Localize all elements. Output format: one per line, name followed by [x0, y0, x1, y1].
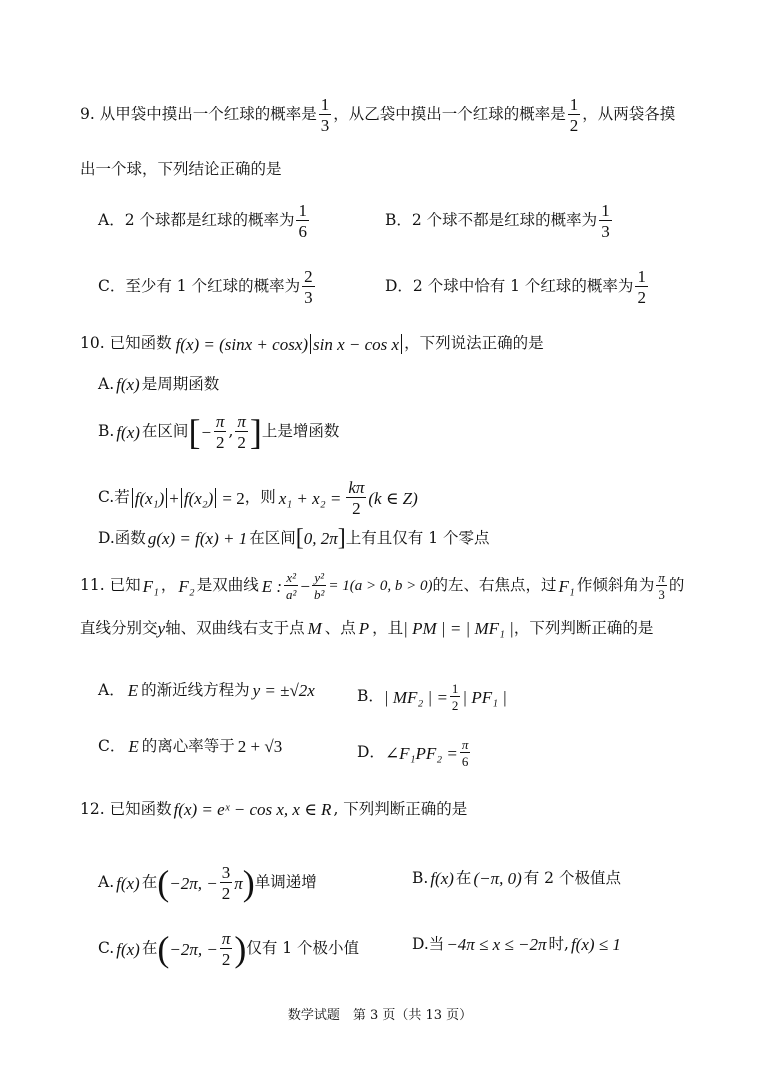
q10-option-d: D.函数 g(x) = f(x) + 1 在区间 [ 0, 2π ] 上有且仅有 1 个零点: [98, 525, 490, 551]
q9-text-2: ，从乙袋中摸出一个红球的概率是: [333, 105, 566, 124]
q9-line2: [80, 162, 282, 178]
q12-option-b: B. f(x) 在 (−π, 0) 有 2 个极值点: [412, 868, 621, 888]
q9-frac-2: $\frac{1}{2}$: [569, 95, 579, 135]
q9-option-c: C．至少有 1 个红球的概率为 $\frac{2}{3}$: [98, 267, 313, 307]
q12-option-c: C. f(x) 在 ( −2π, − $\frac{\pi}{2}$ ) 仅有 1 个极小值: [98, 928, 360, 969]
page-footer: 数学试题 第 3 页（共 13 页）: [287, 1008, 473, 1023]
q9-text-1: 9. 从甲袋中摸出一个红球的概率是: [80, 105, 317, 124]
q12-stem: 12. 已知函数 f(x) = eˣ − cos x, x ∈ R , 下列判断正确的是: [80, 799, 468, 819]
q12-option-a: A. f(x) 在 ( −2π, − $\frac{3}{2}$ π ) 单调递增: [98, 862, 317, 903]
q9-option-d: D．2 个球中恰有 1 个红球的概率为 $\frac{1}{2}$: [385, 267, 646, 307]
q10-stem: 10. 已知函数 f(x) = (sinx + cosx) sin x − cos x ，下列说法正确的是: [80, 334, 544, 354]
q12-option-d: D.当 −4π ≤ x ≤ −2π 时, f(x) ≤ 1: [412, 934, 621, 954]
q11-option-c: C． E 的离心率等于 2 + √3: [98, 736, 283, 756]
q9-option-b: B．2 个球不都是红球的概率为 $\frac{1}{3}$: [385, 201, 610, 241]
q10-option-b: B. f(x) 在区间 [ − $\frac{\pi}{2}$ , $\frac{\pi}{2}$ ] 上是增函数: [98, 411, 340, 452]
q11-stem-line1: 11. 已知 F₁ ， F₂ 是双曲线 E : $\frac{\text{x²}}{\text{a²}}$ − $\frac{\text{y²}}{\text{b²}}$ = 1(a > 0, b > 0) 的左、右焦点，过 F₁ 作倾斜角为 $\frac{\pi}{3}$ 的: [80, 570, 685, 602]
q11-stem-line2: 直线分别交 y 轴、双曲线右支于点 M 、点 P ，且 | PM | = | MF₁ | ，下列判断正确的是: [80, 618, 654, 638]
q11-option-d: D． ∠F₁PF₂ = $\frac{\pi}{6}$: [357, 737, 469, 769]
q9-line1: [80, 96, 675, 134]
q11-option-a: A． E 的渐近线方程为 y = ±√2x: [98, 680, 315, 700]
q9-text-4: 出一个球，下列结论正确的是: [80, 160, 282, 178]
q10-option-a: A. f(x) 是周期函数: [98, 374, 220, 394]
q9-option-a: A．2 个球都是红球的概率为 $\frac{1}{6}$: [98, 201, 307, 241]
q9-frac-1: $\frac{1}{3}$: [320, 95, 330, 135]
q11-option-b: B． | MF₂ | = $\frac{1}{2}$ | PF₁ |: [357, 681, 507, 713]
q10-option-c: C.若 f(x₁) + f(x₂) = 2 ，则 x₁ + x₂ = $\frac{k\pi}{2}$ (k ∈ Z): [98, 478, 418, 518]
q9-text-3: ，从两袋各摸: [582, 105, 676, 124]
